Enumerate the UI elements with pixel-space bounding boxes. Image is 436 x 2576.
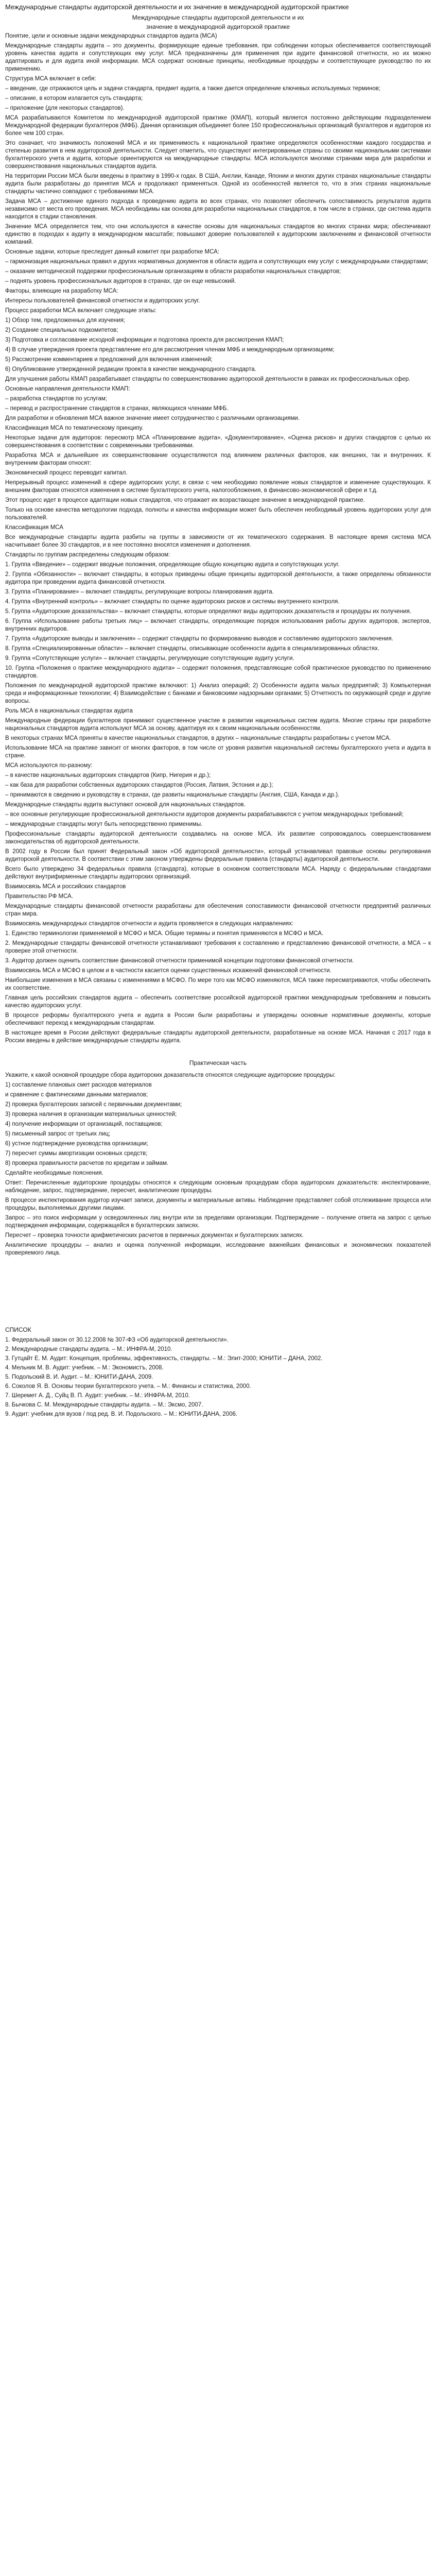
practice-paragraph: 5) письменный запрос от третьих лиц;: [5, 1131, 111, 1137]
body-paragraph: – в качестве национальных аудиторских стандартов (Кипр, Нигерия и др.);: [5, 772, 211, 778]
body-paragraph: В настоящее время в России действуют федеральные стандарты аудиторской деятельности, разработанные на основе МСА. Начиная с 2017 года в России введены в действие международные стандарты аудита.: [5, 1030, 431, 1044]
practice-paragraph: 1) составление плановых смет расходов материалов: [5, 1082, 152, 1088]
body-paragraph: На территории России МСА были введены в практику в 1990-х годах. В США, Англии, Канаде, Японии и многих других странах национальные стандарты аудита были разработаны до принятия МСА и продолжают применяться. Одной из особенностей является то, что в этих странах национальные стандарты частично совпадают с требованиями МСА.: [5, 173, 431, 195]
body-paragraph: Международные стандарты финансовой отчетности разработаны для обеспечения сопоставимости финансовой отчетности предприятий различных стран мира.: [5, 903, 431, 917]
body-paragraph: Разработка МСА и дальнейшее их совершенствование осуществляются под влиянием различных факторов, как внешних, так и внутренних. К внутренним факторам относят:: [5, 452, 431, 466]
body-paragraph: Значение МСА определяется тем, что они используются в качестве основы для национальных стандартов во многих странах мира; обеспечивают единство в подходах к аудиту в международном масштабе; повышают доверие пользователей к аудиторским заключениям и финансовой отчетности компаний.: [5, 224, 431, 245]
body-paragraph: Всего было утверждено 34 федеральных правила (стандарта), которые в основном соответствовали МСА. Наряду с федеральными стандартами действуют внутрифирменные стандарты аудиторских организаций.: [5, 866, 431, 880]
body-paragraph: – разработка стандартов по услугам;: [5, 396, 107, 402]
body-paragraph: Для улучшения работы КМАП разрабатывает стандарты по совершенствованию аудиторской деятельности в рамках их профессиональных сфер.: [5, 376, 411, 382]
practice-paragraph: и сравнение с фактическими данными материалов;: [5, 1092, 148, 1098]
body-paragraph: 5) Рассмотрение комментариев и предложений для включения изменений;: [5, 357, 213, 363]
body-paragraph: 7. Группа «Аудиторские выводы и заключения» – содержит стандарты по формированию выводов и составлению аудиторского заключения.: [5, 636, 393, 642]
document-body: [5, 32, 431, 1045]
body-paragraph: Профессиональные стандарты аудиторской деятельности создавались на основе МСА. Их развитие сопровождалось совершенствованием законодательства об аудиторской деятельности.: [5, 831, 431, 845]
reference-item: 4. Мельник М. В. Аудит: учебник. – М.: Экономистъ, 2008.: [5, 1365, 164, 1371]
reference-item: 1. Федеральный закон от 30.12.2008 № 307-ФЗ «Об аудиторской деятельности».: [5, 1337, 229, 1343]
body-paragraph: МСА разрабатываются Комитетом по международной аудиторской практике (КМАП), который является постоянно действующим подразделением Международной федерации бухгалтеров (МФБ). Данная организация объединяет более 150 профессиональных организаций бухгалтеров и аудиторов из более чем 100 стран.: [5, 115, 431, 137]
body-paragraph: 1. Группа «Введение» – содержит вводные положения, определяющие общую концепцию аудита и сопутствующих услуг.: [5, 562, 340, 568]
body-paragraph: – поднять уровень профессиональных аудиторов в странах, где он еще невысокий.: [5, 278, 236, 284]
body-paragraph: – все основные регулирующие профессиональной деятельности аудиторов документы разрабатываются с учетом международных требований;: [5, 811, 404, 818]
body-paragraph: Правительство РФ МСА.: [5, 893, 74, 900]
practice-paragraph: В процессе инспектирования аудитор изучает записи, документы и материальные активы. Наблюдение представляет собой отслеживание процесса или процедуры, выполняемых другими лицами.: [5, 1197, 431, 1211]
body-paragraph: Интересы пользователей финансовой отчетности и аудиторских услуг.: [5, 298, 200, 304]
body-paragraph: Классификация МСА: [5, 524, 64, 531]
practice-paragraph: Запрос – это поиск информации у осведомленных лиц внутри или за пределами организации. Подтверждение – получение ответа на запрос с целью подтверждения информации, содержащейся в бухгалтерских записях.: [5, 1215, 431, 1229]
body-paragraph: 2) Создание специальных подкомитетов;: [5, 327, 118, 333]
body-paragraph: – перевод и распространение стандартов в странах, являющихся членами МФБ.: [5, 405, 229, 412]
body-paragraph: Непрерывный процесс изменений в сфере аудиторских услуг, в связи с чем необходимо появление новых стандартов и изменение существующих. К внешним факторам относятся изменения в системе бухгалтерского учета, налогообложения, в финансово-экономической сфере и т.д.: [5, 480, 431, 494]
practice-paragraph: 8) проверка правильности расчетов по кредитам и займам.: [5, 1160, 169, 1166]
reference-item: 5. Подольский В. И. Аудит. – М.: ЮНИТИ-ДАНА, 2009.: [5, 1374, 153, 1380]
body-paragraph: 8. Группа «Специализированные области» – включает стандарты, описывающие особенности аудита в специализированных областях.: [5, 646, 379, 652]
practice-paragraph: 3) проверка наличия в организации материальных ценностей;: [5, 1111, 177, 1117]
body-paragraph: 6. Группа «Использование работы третьих лиц» – включает стандарты, определяющие порядок использования работы других аудиторов, экспертов, внутренних аудиторов.: [5, 618, 431, 632]
body-paragraph: – описание, в котором излагается суть стандарта;: [5, 95, 143, 101]
body-paragraph: Задача МСА – достижение единого подхода к проведению аудита во всех странах, что позволяет обеспечить сопоставимость результатов аудита независимо от места его проведения. МСА необходимы как основа для разработки национальных стандартов, в том числе в странах, где система аудита находится в стадии становления.: [5, 198, 431, 220]
body-paragraph: – введение, где отражаются цель и задачи стандарта, предмет аудита, а также дается определение ключевых используемых терминов;: [5, 86, 380, 92]
body-paragraph: Международные стандарты аудита выступают основой для национальных стандартов.: [5, 802, 246, 808]
body-paragraph: Факторы, влияющие на разработку МСА:: [5, 288, 118, 294]
body-paragraph: 1. Единство терминологии применяемой в МСФО и МСА. Общие термины и понятия применяются в МСФО и МСА.: [5, 930, 324, 937]
body-paragraph: В процессе реформы бухгалтерского учета и аудита в России были разработаны и утверждены основные нормативные документы, которые обеспечивают переход к международным стандартам.: [5, 1012, 431, 1026]
body-paragraph: Роль МСА в национальных стандартах аудита: [5, 708, 133, 714]
body-paragraph: Структура МСА включает в себя:: [5, 76, 96, 82]
document-subtitle: Международные стандарты аудиторской деятельности и их: [132, 14, 304, 21]
body-paragraph: Классификация МСА по тематическому принципу.: [5, 425, 144, 431]
document-title: Международные стандарты аудиторской деятельности и их значение в международной аудиторской практике: [5, 3, 349, 11]
practice-paragraph: 4) получение информации от организаций, поставщиков;: [5, 1121, 163, 1127]
body-paragraph: Некоторые задачи для аудиторов: пересмотр МСА «Планирование аудита», «Документирование», «Оценка рисков» и других стандартов с целью их совершенствования в соответствии с современными требованиями.: [5, 435, 431, 449]
body-paragraph: Процесс разработки МСА включает следующие этапы:: [5, 308, 156, 314]
body-paragraph: 4) В случае утверждения проекта представление его для рассмотрения членам МФБ и международным организациям;: [5, 347, 335, 353]
body-paragraph: Взаимосвязь МСА и МСФО в целом и в частности касается оценки существенных искажений финансовой отчетности.: [5, 968, 332, 974]
body-paragraph: 4. Группа «Внутренний контроль» – включает стандарты по оценке аудиторских рисков и системы внутреннего контроля.: [5, 599, 340, 605]
body-paragraph: – принимаются в сведению и руководству в странах, где развиты национальные стандарты (Англия, США, Канада и др.).: [5, 792, 340, 798]
body-paragraph: – приложение (для некоторых стандартов).: [5, 105, 125, 111]
body-paragraph: МСА используются по-разному:: [5, 762, 93, 769]
practice-section: [5, 1072, 431, 1257]
reference-item: 6. Соколов Я. В. Основы теории бухгалтерского учета. – М.: Финансы и статистика, 2000.: [5, 1383, 251, 1389]
body-paragraph: Основные задачи, которые преследует данный комитет при разработке МСА:: [5, 249, 220, 255]
practice-paragraph: 6) устное подтверждение руководства организации;: [5, 1141, 148, 1147]
body-paragraph: 3. Аудитор должен оценить соответствие финансовой отчетности применимой концепции подготовки финансовой отчетности.: [5, 958, 354, 964]
body-paragraph: Понятие, цели и основные задачи международных стандартов аудита (МСА): [5, 33, 217, 39]
body-paragraph: Главная цель российских стандартов аудита – обеспечить соответствие российской аудиторской практики международным требованиям и повысить качество аудиторских услуг.: [5, 995, 431, 1009]
reference-item: 9. Аудит: учебник для вузов / под ред. В. И. Подольского. – М.: ЮНИТИ-ДАНА, 2006.: [5, 1411, 238, 1417]
body-paragraph: Основные направления деятельности КМАП:: [5, 386, 130, 392]
body-paragraph: В некоторых странах МСА приняты в качестве национальных стандартов, в других – национальные стандарты разработаны с учетом МСА.: [5, 735, 391, 741]
references-heading: СПИСОК: [5, 1326, 31, 1333]
body-paragraph: 3) Подготовка и согласование исходной информации и подготовка проекта для рассмотрения КМАП;: [5, 337, 284, 343]
body-paragraph: 6) Опубликование утвержденной редакции проекта в качестве международного стандарта.: [5, 366, 256, 372]
practice-paragraph: Аналитические процедуры – анализ и оценка полученной информации, исследование важнейших финансовых и экономических показателей проверяемого лица.: [5, 1242, 431, 1256]
body-paragraph: Этот процесс идет в процессе адаптации новых стандартов, что отражает их возрастающее значение в международной практике.: [5, 497, 365, 503]
body-paragraph: 1) Обзор тем, предложенных для изучения;: [5, 317, 125, 324]
body-paragraph: – как база для разработки собственных аудиторских стандартов (Россия, Латвия, Эстония и др.);: [5, 782, 273, 788]
practice-paragraph: 7) пересчет суммы амортизации основных средств;: [5, 1150, 148, 1157]
body-paragraph: 3. Группа «Планирование» – включает стандарты, регулирующие вопросы планирования аудита.: [5, 589, 274, 595]
body-paragraph: Международные федерации бухгалтеров принимают существенное участие в развитии национальных систем аудита. Многие страны при разработке национальных стандартов аудита используют МСА за основу, адаптируя их к своим национальным особенностям.: [5, 718, 431, 732]
references-list: [5, 1336, 431, 1418]
practice-paragraph: Ответ: Перечисленные аудиторские процедуры относятся к следующим основным процедурам сбора аудиторских доказательств: инспектирование, наблюдение, запрос, подтверждение, пересчет, аналитические процедуры.: [5, 1180, 431, 1194]
reference-item: 3. Гутцайт Е. М. Аудит: Концепция, проблемы, эффективность, стандарты. – М.: Элит-2000; ЮНИТИ – ДАНА, 2002.: [5, 1355, 323, 1362]
practice-paragraph: 2) проверка бухгалтерских записей с первичными документами;: [5, 1101, 182, 1108]
body-paragraph: Взаимосвязь МСА и российских стандартов: [5, 884, 126, 890]
practice-paragraph: Пересчет – проверка точности арифметических расчетов в первичных документах и бухгалтерских записях.: [5, 1232, 304, 1239]
body-paragraph: – гармонизация национальных правил и других нормативных документов в области аудита и сопутствующих ему услуг с международными стандартами;: [5, 259, 429, 265]
body-paragraph: 10. Группа «Положения о практике международного аудита» – содержит положения, представляющие собой практическое руководство по применению стандартов.: [5, 665, 431, 679]
reference-item: 2. Международные стандарты аудита. – М.: ИНФРА-М, 2010.: [5, 1346, 172, 1352]
body-paragraph: Взаимосвязь международных стандартов отчетности и аудита проявляется в следующих направлениях:: [5, 921, 294, 927]
practice-paragraph: Укажите, к какой основной процедуре сбора аудиторских доказательств относятся следующие аудиторские процедуры:: [5, 1072, 336, 1078]
body-paragraph: 5. Группа «Аудиторские доказательства» – включает стандарты, которые определяют виды аудиторских доказательств и процедуры их получения.: [5, 608, 411, 615]
document-subtitle-line-2: значение в международной аудиторской практике: [146, 23, 290, 30]
body-paragraph: Наибольшие изменения в МСА связаны с изменениями в МСФО. По мере того как МСФО изменяются, МСА также пересматриваются, чтобы обеспечить их соответствие.: [5, 977, 431, 991]
body-paragraph: Все международные стандарты аудита разбиты на группы в зависимости от их тематического содержания. В настоящее время система МСА насчитывает более 30 стандартов, и в нее постоянно вносятся изменения и дополнения.: [5, 534, 431, 548]
body-paragraph: Стандарты по группам распределены следующим образом:: [5, 552, 170, 558]
body-paragraph: 9. Группа «Сопутствующие услуги» – включает стандарты, регулирующие сопутствующие аудиту услуги.: [5, 655, 294, 662]
body-paragraph: – оказание методической поддержки профессиональным организациям в области разработки национальных стандартов;: [5, 268, 341, 275]
practice-heading: Практическая часть: [189, 1059, 247, 1066]
practice-paragraph: Сделайте необходимые пояснения.: [5, 1170, 103, 1176]
reference-item: 7. Шеремет А. Д., Суйц В. П. Аудит: учебник. – М.: ИНФРА-М, 2010.: [5, 1393, 190, 1399]
body-paragraph: В 2002 году в России был принят Федеральный закон «Об аудиторской деятельности», который устанавливал правовые основы регулирования аудиторской деятельности. В соответствии с этим законом утверждены федеральные правила (стандарты) аудиторской деятельности.: [5, 849, 431, 862]
body-paragraph: Экономический процесс переводит капитал.: [5, 470, 128, 476]
body-paragraph: 2. Международные стандарты финансовой отчетности устанавливают требования к составлению и представлению финансовой отчетности, а МСА – к проверке этой отчетности.: [5, 940, 431, 954]
body-paragraph: 2. Группа «Обязанности» – включает стандарты, в которых приведены общие принципы аудиторской деятельности, а также определены обязанности аудитора при проведении аудита финансовой отчетности.: [5, 571, 431, 585]
reference-item: 8. Бычкова С. М. Международные стандарты аудита. – М.: Эксмо, 2007.: [5, 1402, 203, 1408]
body-paragraph: Только на основе качества методологии подхода, полноты и качества информации может быть обеспечен необходимый уровень аудиторских услуг для пользователей.: [5, 507, 431, 521]
body-paragraph: Использование МСА на практике зависит от многих факторов, в том числе от уровня развития национальной системы бухгалтерского учета и аудита в стране.: [5, 745, 431, 759]
body-paragraph: Это означает, что значимость положений МСА и их применимость к национальной практике определяются особенностями каждого государства и степенью развития в нем аудиторской деятельности. Следует отметить, что существуют интегрированные страны со своими национальными системами бухгалтерского учета и аудита, которые ориентируются на международные стандарты. МСА используются многими странами мира для разработки и совершенствования национальных стандартов аудита.: [5, 140, 431, 170]
body-paragraph: Для разработки и обновления МСА важное значение имеет сотрудничество с различными организациями.: [5, 415, 300, 421]
body-paragraph: Положения по международной аудиторской практике включают: 1) Анализ операций; 2) Особенности аудита малых предприятий; 3) Компьютерная среда и информационные технологии; 4) Взаимодействие с банками и банковскими надзорными органами; 5) Отчетность по окружающей среде и другие вопросы.: [5, 683, 431, 704]
body-paragraph: – международные стандарты могут быть непосредственно применимы.: [5, 821, 203, 827]
body-paragraph: Международные стандарты аудита – это документы, формирующие единые требования, при соблюдении которых обеспечивается соответствующий уровень качества аудита и сопутствующих ему услуг. МСА предназначены для применения при аудите финансовой отчетности, но их можно адаптировать и для аудита иной информации. МСА содержат основные принципы, необходимые процедуры и соответствующее руководство по их применению.: [5, 43, 431, 72]
